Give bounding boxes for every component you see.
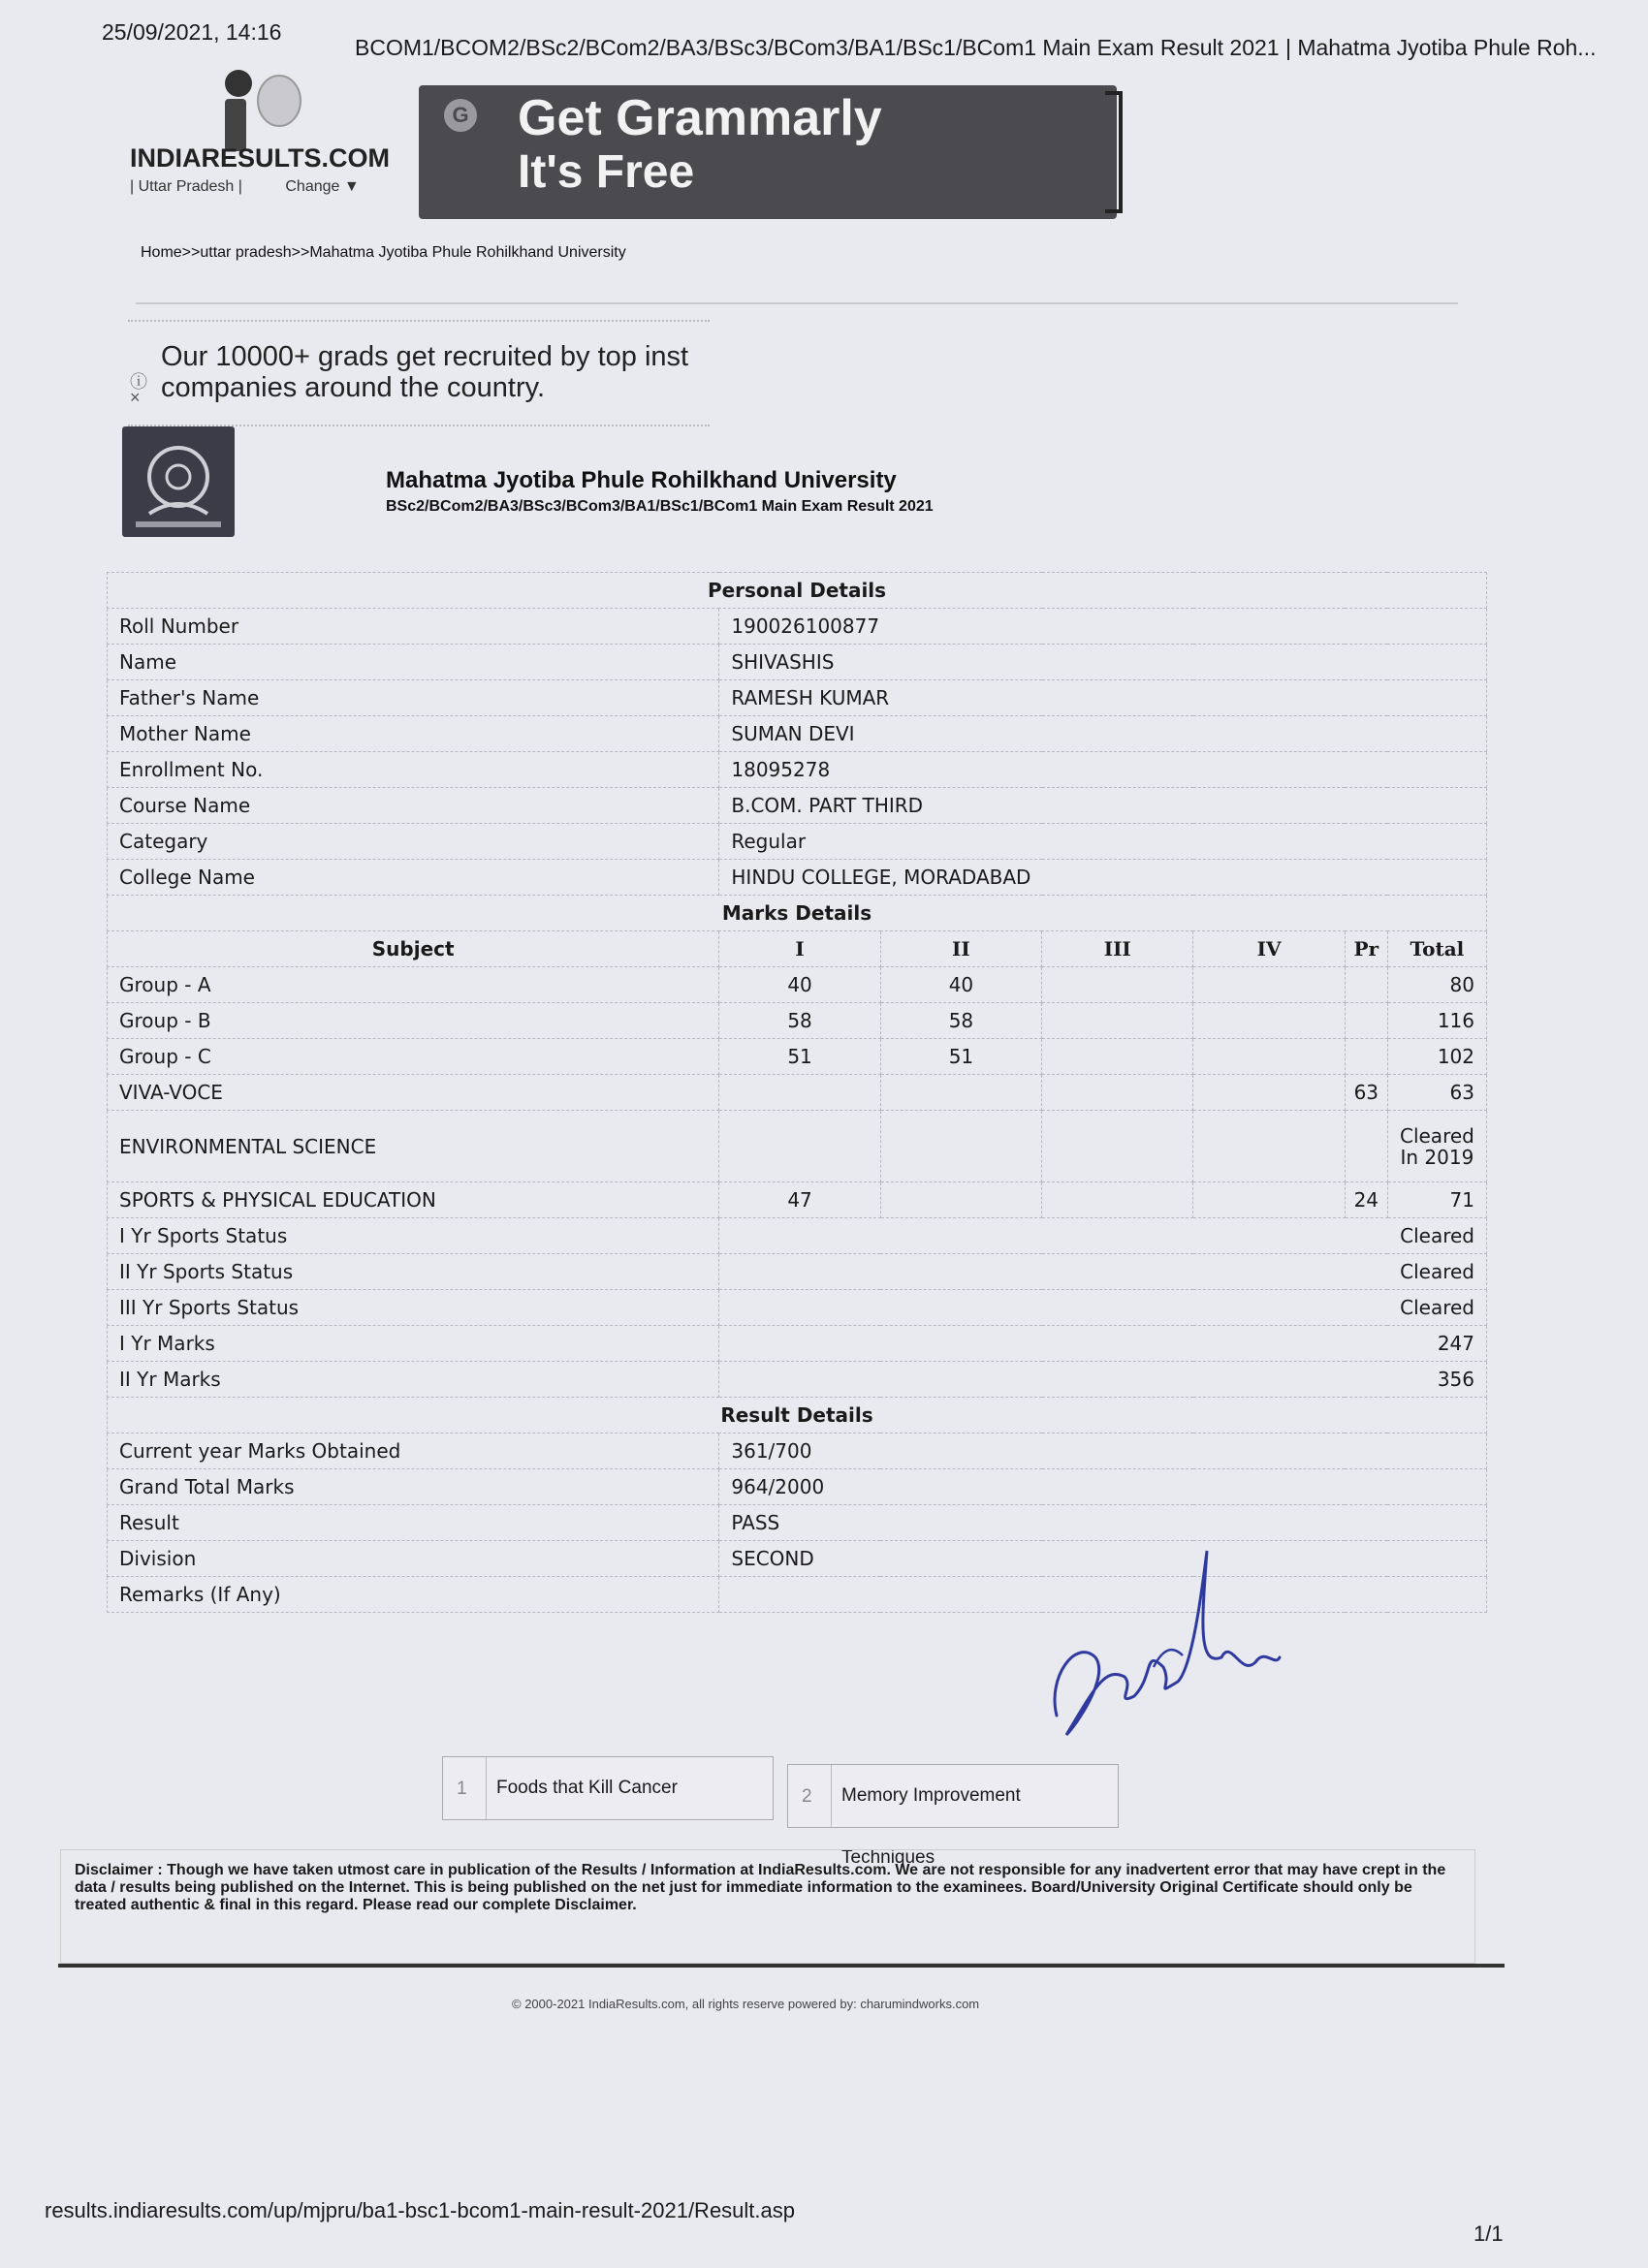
marks-cell-c1: 47 [719,1182,880,1218]
result-table [107,572,1487,1613]
personal-row [108,609,1487,645]
result-value: SECOND [719,1541,1487,1577]
marks-row [108,1111,1487,1182]
personal-row [108,824,1487,860]
personal-label: Father's Name [108,680,719,716]
status-value: 356 [719,1362,1487,1398]
result-value: 964/2000 [719,1469,1487,1505]
status-row [108,1254,1487,1290]
marks-cell-c2 [880,1075,1041,1111]
marks-details-heading: Marks Details [108,896,1487,931]
divider [136,302,1458,304]
col-3: III [1042,931,1193,967]
grammarly-ad-banner[interactable] [419,85,1117,219]
footer-copyright: © 2000-2021 IndiaResults.com, all rights reserve powered by: charumindworks.com [512,1997,980,2011]
marks-rows [108,967,1487,1218]
personal-value: B.COM. PART THIRD [719,788,1487,824]
result-row [108,1469,1487,1505]
status-value: Cleared [719,1254,1487,1290]
marks-cell-c1: 51 [719,1039,880,1075]
marks-cell-subject: VIVA-VOCE [108,1075,719,1111]
personal-value: SHIVASHIS [719,645,1487,680]
status-label: II Yr Sports Status [108,1254,719,1290]
marks-cell-total: 71 [1387,1182,1486,1218]
marks-cell-subject: Group - A [108,967,719,1003]
col-total: Total [1387,931,1486,967]
marks-cell-c3 [1042,967,1193,1003]
marks-cell-c4 [1193,1182,1345,1218]
print-page-title: BCOM1/BCOM2/BSc2/BCom2/BA3/BSc3/BCom3/BA1/BSc1/BCom1 Main Exam Result 2021 | Mahatma Jyotiba Phule Roh... [355,35,1597,60]
personal-details [108,609,1487,896]
personal-label: Categary [108,824,719,860]
personal-details-heading: Personal Details [108,573,1487,609]
result-label: Current year Marks Obtained [108,1433,719,1469]
result-row [108,1433,1487,1469]
status-label: I Yr Marks [108,1326,719,1362]
col-subject: Subject [108,931,719,967]
marks-cell-c4 [1193,1075,1345,1111]
marks-cell-pr [1345,967,1387,1003]
marks-cell-pr [1345,1039,1387,1075]
site-logo-figure-icon [221,68,302,155]
marks-cell-c1 [719,1075,880,1111]
related-link-1[interactable] [442,1756,774,1820]
personal-value: 190026100877 [719,609,1487,645]
status-row [108,1362,1487,1398]
personal-row [108,860,1487,896]
personal-label: Enrollment No. [108,752,719,788]
marks-cell-c3 [1042,1075,1193,1111]
personal-label: College Name [108,860,719,896]
personal-row [108,716,1487,752]
marks-cell-pr [1345,1003,1387,1039]
marks-cell-c4 [1193,1111,1345,1182]
marks-cell-c1: 58 [719,1003,880,1039]
status-rows [108,1218,1487,1398]
status-label: I Yr Sports Status [108,1218,719,1254]
status-value: 247 [719,1326,1487,1362]
personal-label: Name [108,645,719,680]
handwritten-signature [1037,1531,1289,1764]
site-logo[interactable] [126,62,388,207]
result-label: Division [108,1541,719,1577]
marks-cell-subject: ENVIRONMENTAL SCIENCE [108,1111,719,1182]
ad-info-icon[interactable]: ⓘ [130,372,147,392]
marks-cell-c4 [1193,1003,1345,1039]
marks-cell-c2 [880,1182,1041,1218]
status-value: Cleared [719,1218,1487,1254]
personal-value: 18095278 [719,752,1487,788]
marks-row [108,1075,1487,1111]
print-page-number: 1/1 [1474,2221,1504,2246]
marks-cell-pr: 24 [1345,1182,1387,1218]
marks-row [108,1182,1487,1218]
related-link-text[interactable]: Foods that Kill Cancer [486,1757,678,1819]
marks-cell-c4 [1193,1039,1345,1075]
change-state-link[interactable]: Change ▼ [285,178,360,195]
text-ad[interactable] [128,320,710,426]
footer-divider [58,1964,1505,1968]
related-link-number: 2 [802,1786,812,1807]
personal-value: Regular [719,824,1487,860]
col-4: IV [1193,931,1345,967]
marks-row [108,1039,1487,1075]
status-value: Cleared [719,1290,1487,1326]
result-label: Result [108,1505,719,1541]
col-1: I [719,931,880,967]
marks-cell-c2: 40 [880,967,1041,1003]
breadcrumb[interactable]: Home>>uttar pradesh>>Mahatma Jyotiba Phule Rohilkhand University [141,244,626,261]
marks-cell-c3 [1042,1111,1193,1182]
related-link-text[interactable]: Memory Improvement Techniques [831,1765,1118,1827]
marks-cell-subject: Group - C [108,1039,719,1075]
print-url: results.indiaresults.com/up/mjpru/ba1-bsc1-bcom1-main-result-2021/Result.asp [45,2198,795,2222]
status-row [108,1290,1487,1326]
marks-cell-c2: 51 [880,1039,1041,1075]
marks-cell-c1: 40 [719,967,880,1003]
result-value: 361/700 [719,1433,1487,1469]
text-ad-line-2: companies around the country. [161,372,546,403]
result-label: Grand Total Marks [108,1469,719,1505]
marks-cell-c4 [1193,967,1345,1003]
marks-cell-pr [1345,1111,1387,1182]
ad-line-1: Get Grammarly [518,90,882,146]
ad-close-icon[interactable]: × [130,388,141,407]
exam-name: BSc2/BCom2/BA3/BSc3/BCom3/BA1/BSc1/BCom1 Main Exam Result 2021 [386,498,934,515]
personal-value: RAMESH KUMAR [719,680,1487,716]
result-details-heading: Result Details [108,1398,1487,1433]
personal-value: HINDU COLLEGE, MORADABAD [719,860,1487,896]
personal-label: Roll Number [108,609,719,645]
col-2: II [880,931,1041,967]
marks-cell-subject: SPORTS & PHYSICAL EDUCATION [108,1182,719,1218]
related-link-2[interactable] [787,1764,1119,1868]
related-link-number: 1 [457,1779,467,1799]
marks-cell-pr: 63 [1345,1075,1387,1111]
disclaimer: Disclaimer : Though we have taken utmost care in publication of the Results / Information at IndiaResults.com. We are not responsible for any inadvertent error that may have crept in the data / results being published on the Internet. This is being published on the net just for immediate information to the examinees. Board/University Original Certificate should only be treated authentic & final in this regard. Please read our complete Disclaimer. [60,1849,1475,1964]
marks-cell-c2: 58 [880,1003,1041,1039]
section-header-row [108,896,1487,931]
marks-cell-c3 [1042,1182,1193,1218]
marks-cell-total: 102 [1387,1039,1486,1075]
status-label: III Yr Sports Status [108,1290,719,1326]
marks-cell-c1 [719,1111,880,1182]
ad-line-2: It's Free [518,146,695,198]
print-datetime: 25/09/2021, 14:16 [102,19,282,45]
personal-row [108,788,1487,824]
personal-label: Course Name [108,788,719,824]
personal-row [108,680,1487,716]
result-value: PASS [719,1505,1487,1541]
marks-cell-total: 116 [1387,1003,1486,1039]
status-row [108,1218,1487,1254]
personal-value: SUMAN DEVI [719,716,1487,752]
university-seal-icon [122,426,235,537]
marks-cell-total: 80 [1387,967,1486,1003]
status-label: II Yr Marks [108,1362,719,1398]
marks-cell-subject: Group - B [108,1003,719,1039]
university-name: Mahatma Jyotiba Phule Rohilkhand University [386,467,897,493]
marks-row [108,967,1487,1003]
section-header-row [108,1398,1487,1433]
marks-cell-c3 [1042,1003,1193,1039]
site-logo-text: INDIARESULTS.COM [130,143,390,173]
marks-cell-total: Cleared In 2019 [1387,1111,1486,1182]
marks-cell-c2 [880,1111,1041,1182]
state-selector[interactable] [130,178,360,196]
col-pr: Pr [1345,931,1387,967]
result-label: Remarks (If Any) [108,1577,719,1613]
status-row [108,1326,1487,1362]
section-header-row [108,573,1487,609]
personal-row [108,752,1487,788]
marks-column-header-row [108,931,1487,967]
grammarly-icon: G [444,99,477,132]
ad-bracket-decoration [1105,91,1123,213]
text-ad-line-1: Our 10000+ grads get recruited by top inst [161,341,689,372]
personal-row [108,645,1487,680]
personal-label: Mother Name [108,716,719,752]
marks-cell-total: 63 [1387,1075,1486,1111]
marks-row [108,1003,1487,1039]
marks-cell-c3 [1042,1039,1193,1075]
state-label: | Uttar Pradesh | [130,178,242,195]
